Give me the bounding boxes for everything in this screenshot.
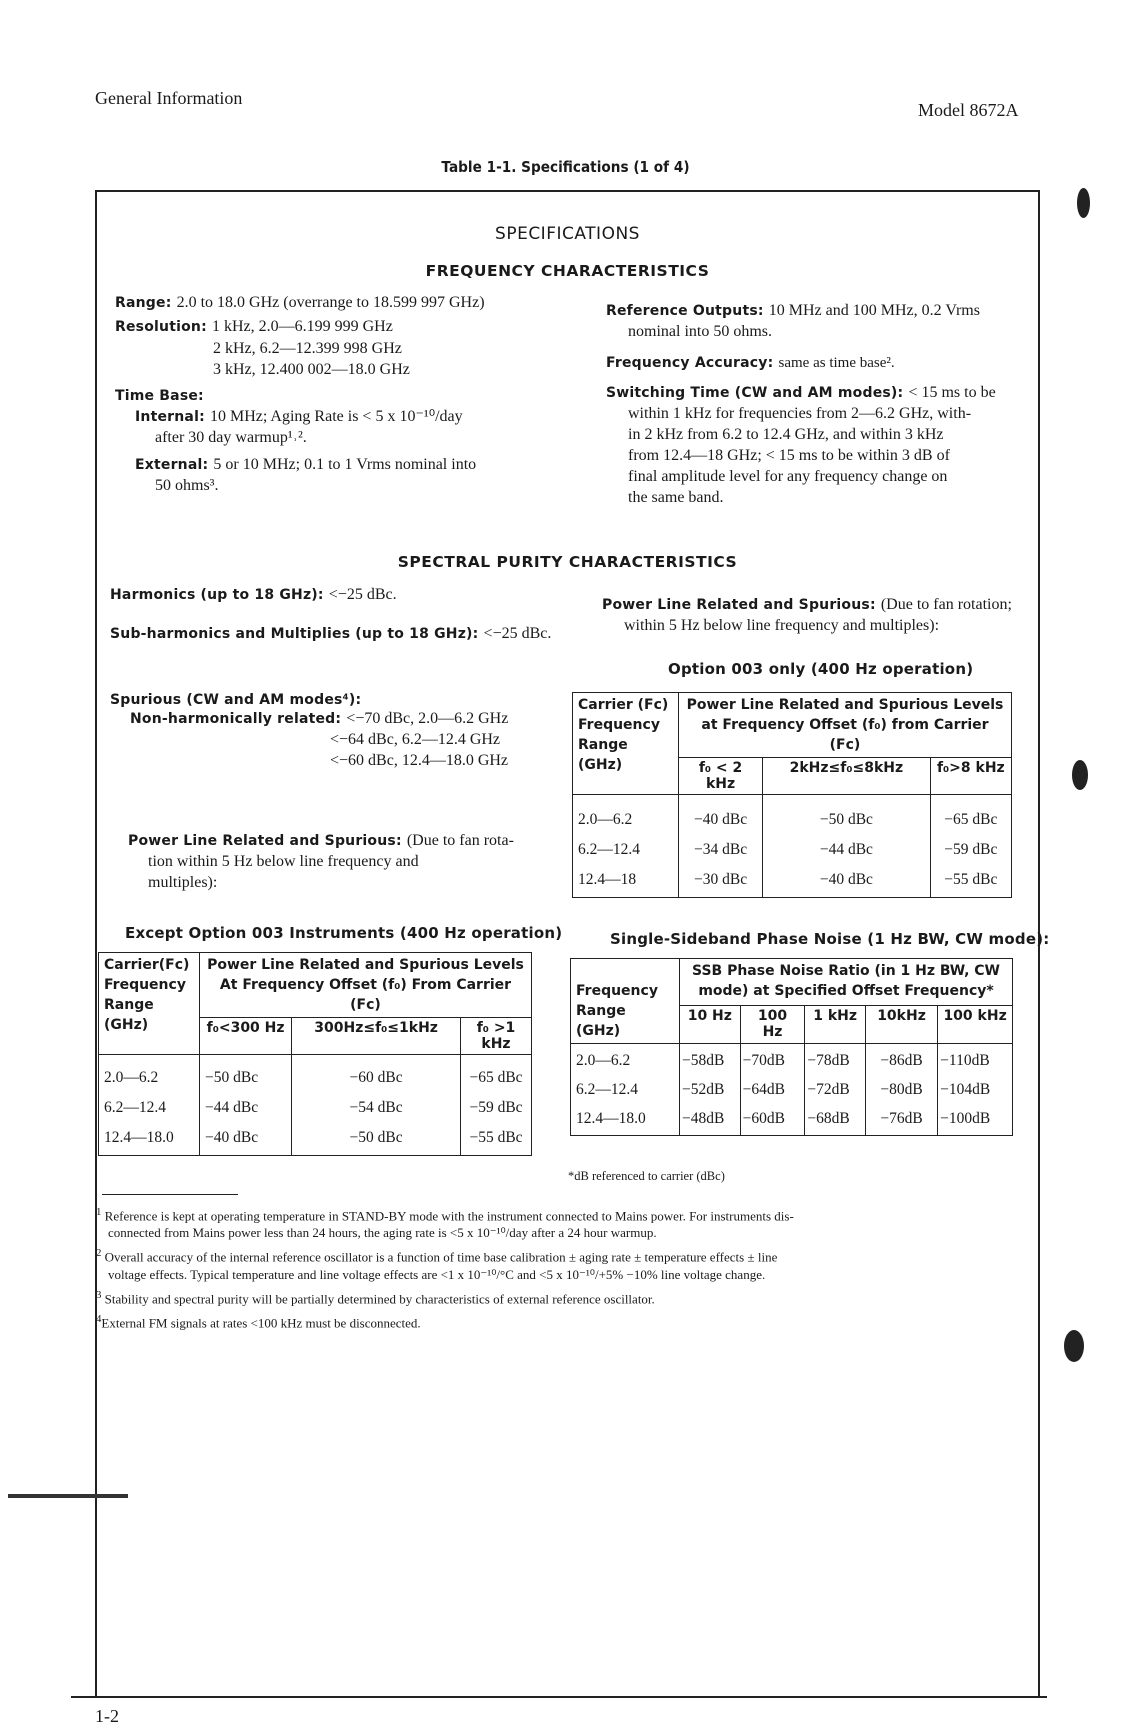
specifications-title: SPECIFICATIONS [495, 224, 640, 244]
frame-bottom-rule [71, 1696, 1047, 1698]
external-label: External: [135, 457, 209, 473]
except-cell-text: −65 dBc [469, 1069, 523, 1086]
option-cell [930, 795, 1011, 898]
pl-right-line-2: within 5 Hz below line frequency and multiples): [624, 617, 940, 634]
option-sub-header: f₀>8 kHz [930, 758, 1011, 795]
accuracy-label: Frequency Accuracy: [606, 355, 774, 371]
footnote-number: 4 [96, 1312, 102, 1325]
except-cell-text: 6.2—12.4 [104, 1099, 166, 1116]
internal-label: Internal: [135, 409, 205, 425]
except-span-header: Power Line Related and Spurious Levels At Frequency Offset (f₀) From Carrier (Fc) [200, 953, 532, 1018]
except-sub-header: f₀ >1 kHz [461, 1018, 532, 1055]
ssb-sub-header: 100 kHz [938, 1005, 1013, 1043]
ssb-cell [865, 1044, 937, 1136]
except-table-title: Except Option 003 Instruments (400 Hz operation) [125, 924, 563, 942]
nonharm-line-3: <−60 dBc, 12.4—18.0 GHz [330, 752, 509, 769]
ssb-cell [571, 1044, 680, 1136]
switching-line-6: the same band. [628, 489, 724, 506]
external-line-2: 50 ohms³. [155, 477, 219, 494]
option-cell-text: −55 dBc [944, 871, 998, 888]
option-cell-text: −40 dBc [819, 871, 873, 888]
subharm-label: Sub-harmonics and Multiplies (up to 18 GHz): [110, 626, 479, 642]
spectral-left-column [110, 584, 590, 771]
ssb-cell-text: −52dB [682, 1081, 725, 1098]
except-cell-text: −40 dBc [205, 1129, 259, 1146]
option-cell [679, 795, 763, 898]
spectral-heading: SPECTRAL PURITY CHARACTERISTICS [397, 553, 738, 571]
pl-left-line-1: (Due to fan rota- [406, 832, 514, 849]
harmonics-label: Harmonics (up to 18 GHz): [110, 587, 324, 603]
page-number: 1-2 [95, 1706, 119, 1726]
switching-line-4: from 12.4—18 GHz; < 15 ms to be within 3 dB of [628, 447, 950, 464]
ssb-cell-text: −104dB [940, 1081, 991, 1098]
ssb-cell-text: −58dB [682, 1052, 725, 1069]
footnote-text: Stability and spectral purity will be partially determined by characteristics of external reference oscillator. [104, 1290, 655, 1306]
ssb-table-note: *dB referenced to carrier (dBc) [568, 1169, 725, 1183]
ssb-cell-text: −72dB [807, 1081, 850, 1098]
footnotes [96, 1204, 1026, 1331]
except-cell-text: −60 dBc [349, 1069, 403, 1086]
binder-hole-mark [1077, 188, 1090, 218]
frequency-right-column [606, 300, 1036, 508]
frequency-heading: FREQUENCY CHARACTERISTICS [425, 262, 710, 280]
binder-hole-mark [1072, 760, 1088, 790]
except-cell [292, 1055, 461, 1156]
model-header: Model 8672A [918, 100, 1019, 120]
option-cell-text: −44 dBc [819, 841, 873, 858]
footnote-4 [96, 1311, 1026, 1331]
ssb-cell-text: −68dB [807, 1110, 850, 1127]
ssb-cell-text: −76dB [880, 1110, 923, 1127]
footnote-1 [96, 1204, 1026, 1241]
accuracy-text: same as time base². [778, 355, 895, 371]
except-cell-text: −44 dBc [205, 1099, 259, 1116]
except-cell-text: −59 dBc [469, 1099, 523, 1116]
except-option-table [98, 952, 532, 1156]
option-sub-header: f₀ < 2 kHz [679, 758, 763, 795]
ssb-cell [680, 1044, 741, 1136]
range-text: 2.0 to 18.0 GHz (overrange to 18.599 997 GHz) [176, 294, 485, 311]
switching-line-1: < 15 ms to be [908, 384, 996, 401]
footnote-text: voltage effects. Typical temperature and line voltage effects are <1 x 10⁻¹⁰/°C and <5 x 10⁻¹⁰/+5% −10% line voltage change. [108, 1266, 766, 1282]
internal-line-2: after 30 day warmup¹˒². [155, 429, 307, 446]
resolution-line-2: 2 kHz, 6.2—12.399 998 GHz [213, 340, 402, 357]
ssb-col0-header: Frequency Range (GHz) [571, 959, 680, 1044]
except-cell-text: −50 dBc [349, 1129, 403, 1146]
except-cell-text: −54 dBc [349, 1099, 403, 1116]
option-cell [573, 795, 679, 898]
except-cell-text: 12.4—18.0 [104, 1129, 174, 1146]
resolution-line-1: 1 kHz, 2.0—6.199 999 GHz [211, 318, 393, 335]
ssb-cell [938, 1044, 1013, 1136]
ssb-table-title: Single-Sideband Phase Noise (1 Hz BW, CW mode): [610, 930, 1050, 948]
pl-left-label: Power Line Related and Spurious: [128, 833, 402, 849]
footnote-3 [96, 1287, 1026, 1307]
option-cell-text: −59 dBc [944, 841, 998, 858]
switching-line-2: within 1 kHz for frequencies from 2—6.2 GHz, with- [628, 405, 972, 422]
ssb-sub-header: 10 Hz [680, 1005, 741, 1043]
option-cell-text: −65 dBc [944, 811, 998, 828]
resolution-label: Resolution: [115, 319, 207, 335]
ssb-cell-text: 12.4—18.0 [576, 1110, 646, 1127]
footnote-number: 2 [96, 1247, 102, 1260]
scan-edge-mark [8, 1494, 128, 1498]
option-table-title: Option 003 only (400 Hz operation) [668, 660, 974, 678]
ssb-cell-text: 6.2—12.4 [576, 1081, 638, 1098]
ssb-sub-header: 1 kHz [805, 1005, 865, 1043]
ssb-sub-header: 100 Hz [740, 1005, 805, 1043]
ssb-cell-text: −86dB [880, 1052, 923, 1069]
table-row [99, 1055, 532, 1156]
switching-line-3: in 2 kHz from 6.2 to 12.4 GHz, and within 3 kHz [628, 426, 944, 443]
except-col0-header: Carrier(Fc) Frequency Range (GHz) [99, 953, 200, 1055]
nonharm-line-1: <−70 dBc, 2.0—6.2 GHz [346, 710, 509, 727]
option-cell-text: −30 dBc [694, 871, 748, 888]
footnote-text: Overall accuracy of the internal reference oscillator is a function of time base calibration ± aging rate ± temperature effects ± line [104, 1249, 778, 1265]
nonharm-line-2: <−64 dBc, 6.2—12.4 GHz [330, 731, 501, 748]
except-sub-header: 300Hz≤f₀≤1kHz [292, 1018, 461, 1055]
resolution-line-3: 3 kHz, 12.400 002—18.0 GHz [213, 361, 410, 378]
pl-left-line-3: multiples): [148, 874, 218, 891]
powerline-right-block [602, 594, 1042, 636]
table-row [573, 795, 1012, 898]
footnote-number: 1 [96, 1206, 102, 1218]
nonharm-label: Non-harmonically related: [130, 711, 342, 727]
ssb-cell-text: −110dB [940, 1052, 990, 1069]
ssb-cell-text: −100dB [940, 1110, 991, 1127]
option-003-table [572, 692, 1012, 898]
switching-label: Switching Time (CW and AM modes): [606, 385, 904, 401]
footnote-text: Reference is kept at operating temperature in STAND-BY mode with the instrument connected to Mains power. For instruments dis- [104, 1208, 794, 1224]
except-cell-text: −50 dBc [205, 1069, 259, 1086]
footnote-2 [96, 1245, 1026, 1282]
except-cell [99, 1055, 200, 1156]
subharm-text: <−25 dBc. [483, 625, 552, 642]
pl-right-label: Power Line Related and Spurious: [602, 597, 876, 613]
ssb-cell-text: −64dB [742, 1081, 785, 1098]
powerline-left-block [128, 830, 558, 893]
footnote-text: connected from Mains power less than 24 hours, the aging rate is <5 x 10⁻¹⁰/day after a 24 hour warmup. [108, 1225, 657, 1241]
except-cell [461, 1055, 532, 1156]
ssb-cell-text: −60dB [742, 1110, 785, 1127]
pl-right-line-1: (Due to fan rotation; [880, 596, 1012, 613]
ssb-cell-text: 2.0—6.2 [576, 1052, 631, 1069]
pl-left-line-2: tion within 5 Hz below line frequency and [148, 853, 419, 870]
ssb-cell [740, 1044, 805, 1136]
table-caption: Table 1-1. Specifications (1 of 4) [441, 158, 690, 176]
option-cell-text: 12.4—18 [578, 871, 637, 888]
frequency-left-column [115, 292, 595, 496]
option-span-header: Power Line Related and Spurious Levels at Frequency Offset (f₀) from Carrier (Fc) [679, 693, 1012, 758]
option-cell-text: −40 dBc [694, 811, 748, 828]
option-cell-text: 6.2—12.4 [578, 841, 640, 858]
internal-line-1: 10 MHz; Aging Rate is < 5 x 10⁻¹⁰/day [209, 408, 463, 425]
switching-line-5: final amplitude level for any frequency change on [628, 468, 948, 485]
footnote-number: 3 [96, 1288, 102, 1301]
ssb-cell-text: −48dB [682, 1110, 725, 1127]
range-label: Range: [115, 295, 172, 311]
ssb-cell [805, 1044, 865, 1136]
refout-label: Reference Outputs: [606, 303, 764, 319]
footnote-text: External FM signals at rates <100 kHz must be disconnected. [101, 1315, 421, 1331]
ssb-cell-text: −80dB [880, 1081, 923, 1098]
option-sub-header: 2kHz≤f₀≤8kHz [763, 758, 931, 795]
ssb-span-header: SSB Phase Noise Ratio (in 1 Hz BW, CW mode) at Specified Offset Frequency* [680, 959, 1013, 1006]
ssb-cell-text: −78dB [807, 1052, 850, 1069]
binder-hole-mark [1064, 1330, 1084, 1362]
option-col0-header: Carrier (Fc) Frequency Range (GHz) [573, 693, 679, 795]
refout-line-1: 10 MHz and 100 MHz, 0.2 Vrms [768, 302, 980, 319]
external-line-1: 5 or 10 MHz; 0.1 to 1 Vrms nominal into [213, 456, 477, 473]
spurious-label: Spurious (CW and AM modes⁴): [110, 692, 362, 708]
timebase-label: Time Base: [115, 388, 204, 404]
option-cell-text: −34 dBc [694, 841, 748, 858]
refout-line-2: nominal into 50 ohms. [628, 323, 772, 340]
ssb-phase-noise-table [570, 958, 1013, 1136]
option-cell-text: −50 dBc [819, 811, 873, 828]
footnote-rule [102, 1194, 238, 1195]
except-cell [200, 1055, 292, 1156]
table-row [571, 1044, 1013, 1136]
option-cell [763, 795, 931, 898]
ssb-sub-header: 10kHz [865, 1005, 937, 1043]
except-cell-text: −55 dBc [469, 1129, 523, 1146]
except-sub-header: f₀<300 Hz [200, 1018, 292, 1055]
ssb-cell-text: −70dB [742, 1052, 785, 1069]
except-cell-text: 2.0—6.2 [104, 1069, 159, 1086]
section-header: General Information [95, 88, 243, 108]
harmonics-text: <−25 dBc. [328, 586, 397, 603]
option-cell-text: 2.0—6.2 [578, 811, 633, 828]
